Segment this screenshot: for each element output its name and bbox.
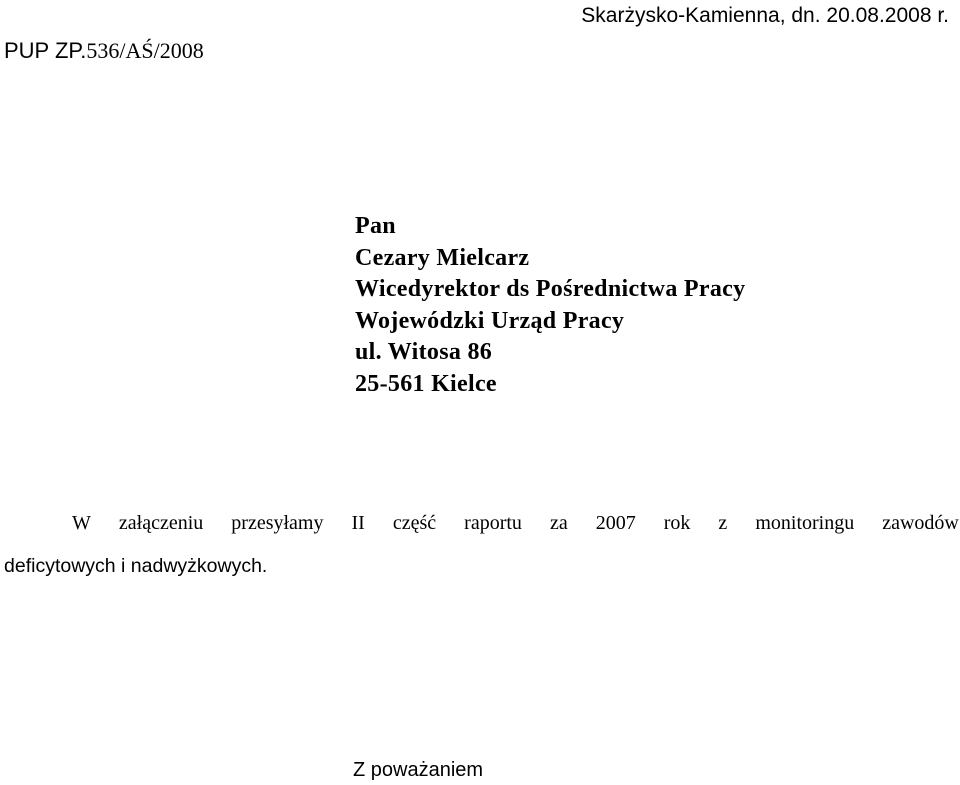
body-word: przesyłamy xyxy=(231,512,324,534)
letter-body-paragraph xyxy=(4,511,959,578)
body-word: rok xyxy=(663,512,691,534)
body-word: zawodów xyxy=(882,512,959,534)
recipient-institution: Wojewódzki Urząd Pracy xyxy=(355,307,625,334)
body-word: II xyxy=(351,512,365,534)
reference-number xyxy=(4,40,204,62)
reference-prefix: PUP ZP. xyxy=(4,38,87,63)
body-word: monitoringu xyxy=(755,512,855,534)
body-line-2: deficytowych i nadwyżkowych. xyxy=(4,555,268,577)
body-word: część xyxy=(392,512,437,534)
place-and-date: Skarżysko-Kamienna, dn. 20.08.2008 r. xyxy=(581,4,949,27)
reference-code: 536/AŚ/2008 xyxy=(86,38,204,63)
body-word: za xyxy=(549,512,568,534)
recipient-position: Wicedyrektor ds Pośrednictwa Pracy xyxy=(355,276,746,302)
recipient-salutation: Pan xyxy=(355,213,396,239)
body-line-1 xyxy=(4,511,959,535)
closing-salutation: Z poważaniem xyxy=(353,759,484,781)
recipient-postal-city: 25-561 Kielce xyxy=(355,370,497,397)
body-word: załączeniu xyxy=(118,512,204,534)
recipient-name: Cezary Mielcarz xyxy=(355,244,530,271)
recipient-address-block xyxy=(355,211,745,400)
body-word: raportu xyxy=(464,512,522,534)
body-word: W xyxy=(72,512,91,534)
body-word: 2007 xyxy=(595,512,636,534)
body-word: z xyxy=(718,512,728,534)
recipient-street: ul. Witosa 86 xyxy=(355,339,493,365)
